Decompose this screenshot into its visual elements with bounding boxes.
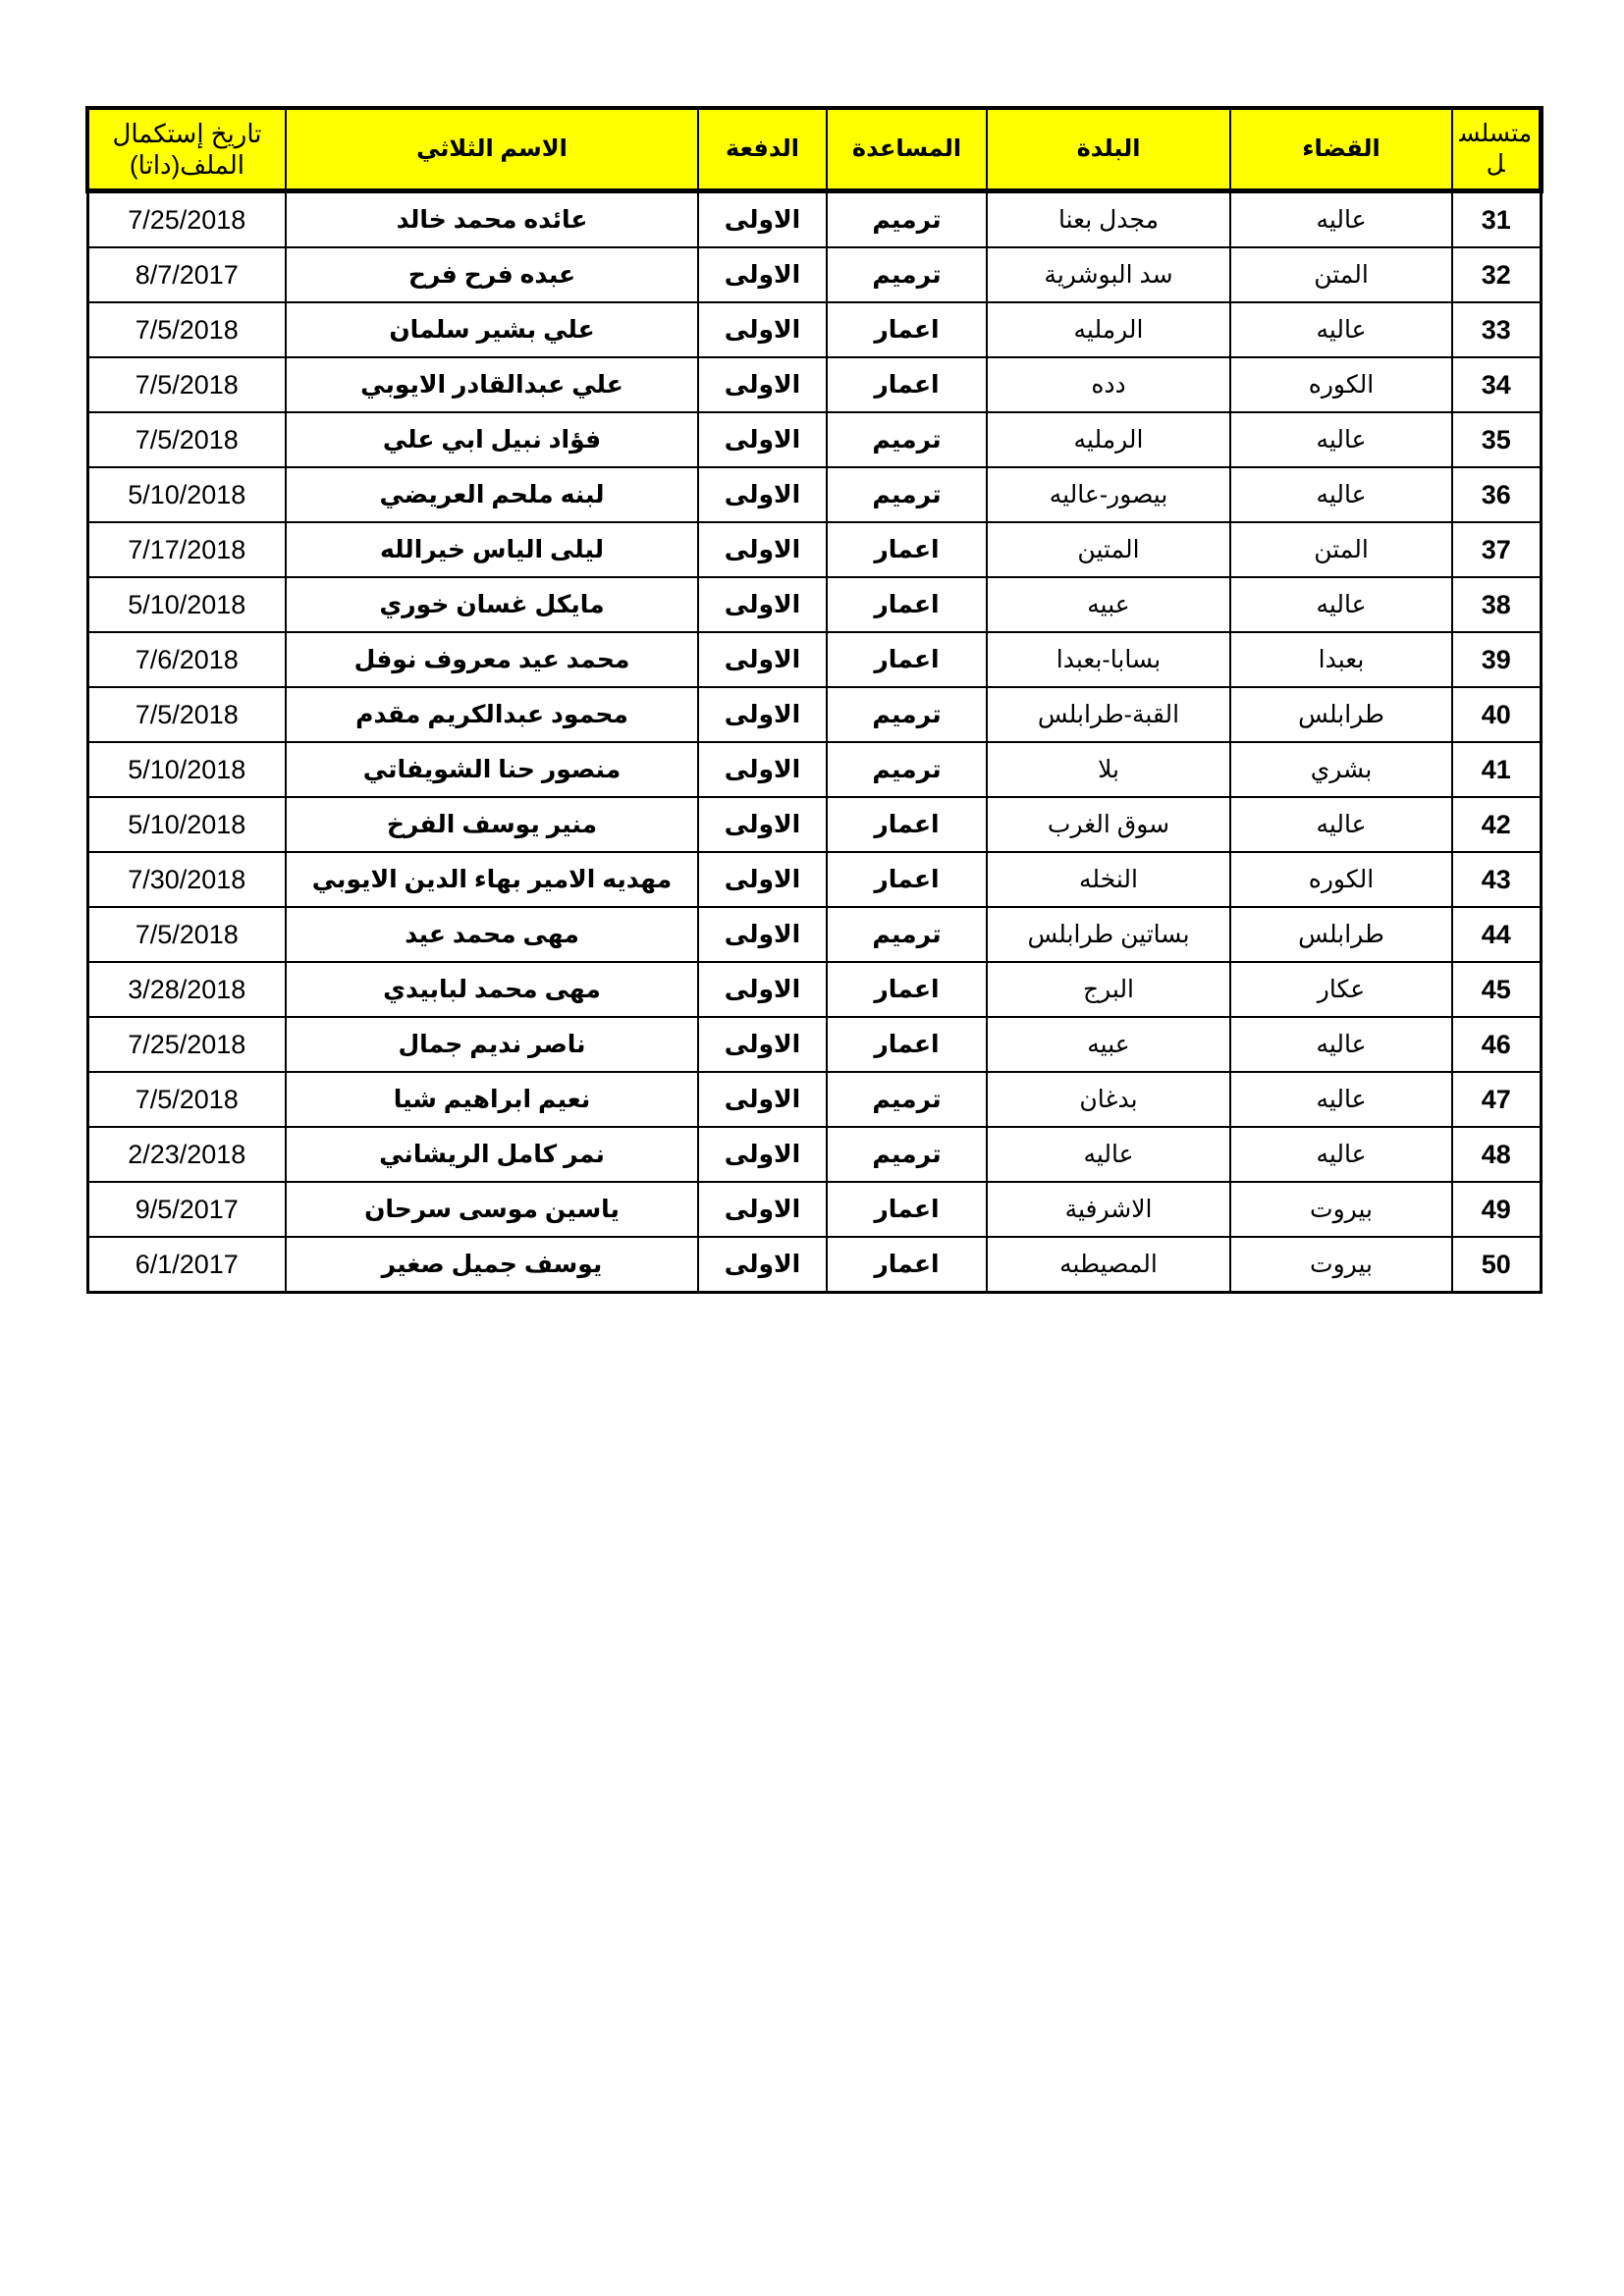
cell-town: سوق الغرب <box>987 797 1230 852</box>
cell-completion-date: 9/5/2017 <box>87 1182 286 1237</box>
cell-district: عاليه <box>1230 191 1452 248</box>
cell-serial: 38 <box>1452 577 1541 632</box>
header-district: القضاء <box>1230 108 1452 191</box>
cell-full-name: منير يوسف الفرخ <box>286 797 698 852</box>
cell-full-name: لبنه ملحم العريضي <box>286 467 698 522</box>
cell-batch: الاولى <box>698 1237 827 1293</box>
cell-town: عاليه <box>987 1127 1230 1182</box>
cell-full-name: مهى محمد عيد <box>286 907 698 962</box>
cell-serial: 41 <box>1452 742 1541 797</box>
cell-completion-date: 7/5/2018 <box>87 907 286 962</box>
header-row <box>87 108 1541 191</box>
table-row <box>87 577 1541 632</box>
cell-serial: 45 <box>1452 962 1541 1017</box>
cell-batch: الاولى <box>698 852 827 907</box>
cell-full-name: منصور حنا الشويفاتي <box>286 742 698 797</box>
cell-aid: اعمار <box>827 632 987 687</box>
cell-batch: الاولى <box>698 247 827 302</box>
cell-full-name: فؤاد نبيل ابي علي <box>286 412 698 467</box>
cell-aid: ترميم <box>827 742 987 797</box>
cell-completion-date: 7/6/2018 <box>87 632 286 687</box>
cell-district: الكوره <box>1230 852 1452 907</box>
cell-serial: 34 <box>1452 357 1541 412</box>
cell-serial: 32 <box>1452 247 1541 302</box>
cell-town: عبيه <box>987 577 1230 632</box>
cell-district: عاليه <box>1230 1072 1452 1127</box>
cell-district: بشري <box>1230 742 1452 797</box>
cell-town: سد البوشرية <box>987 247 1230 302</box>
cell-batch: الاولى <box>698 1127 827 1182</box>
cell-aid: اعمار <box>827 357 987 412</box>
table-row <box>87 1237 1541 1293</box>
cell-town: الرمليه <box>987 302 1230 357</box>
cell-full-name: نمر كامل الريشاني <box>286 1127 698 1182</box>
cell-batch: الاولى <box>698 632 827 687</box>
cell-batch: الاولى <box>698 687 827 742</box>
cell-completion-date: 7/5/2018 <box>87 302 286 357</box>
table-row <box>87 907 1541 962</box>
cell-completion-date: 2/23/2018 <box>87 1127 286 1182</box>
cell-aid: اعمار <box>827 852 987 907</box>
cell-batch: الاولى <box>698 522 827 577</box>
cell-aid: اعمار <box>827 962 987 1017</box>
cell-full-name: محمد عيد معروف نوفل <box>286 632 698 687</box>
cell-batch: الاولى <box>698 1017 827 1072</box>
cell-full-name: ليلى الياس خيرالله <box>286 522 698 577</box>
cell-completion-date: 5/10/2018 <box>87 797 286 852</box>
table-row <box>87 522 1541 577</box>
cell-completion-date: 7/25/2018 <box>87 1017 286 1072</box>
cell-town: الاشرفية <box>987 1182 1230 1237</box>
cell-full-name: علي عبدالقادر الايوبي <box>286 357 698 412</box>
header-aid: المساعدة <box>827 108 987 191</box>
cell-full-name: علي بشير سلمان <box>286 302 698 357</box>
cell-district: بيروت <box>1230 1237 1452 1293</box>
cell-aid: ترميم <box>827 907 987 962</box>
cell-district: عاليه <box>1230 467 1452 522</box>
cell-aid: اعمار <box>827 797 987 852</box>
cell-serial: 39 <box>1452 632 1541 687</box>
cell-district: عاليه <box>1230 412 1452 467</box>
table-row <box>87 1017 1541 1072</box>
cell-district: عاليه <box>1230 797 1452 852</box>
table-row <box>87 357 1541 412</box>
cell-aid: اعمار <box>827 1182 987 1237</box>
cell-town: بسابا-بعبدا <box>987 632 1230 687</box>
cell-serial: 40 <box>1452 687 1541 742</box>
cell-completion-date: 7/5/2018 <box>87 412 286 467</box>
cell-serial: 36 <box>1452 467 1541 522</box>
header-serial: متسلسل <box>1452 108 1541 191</box>
cell-serial: 31 <box>1452 191 1541 248</box>
cell-batch: الاولى <box>698 797 827 852</box>
cell-completion-date: 7/17/2018 <box>87 522 286 577</box>
cell-serial: 49 <box>1452 1182 1541 1237</box>
cell-full-name: محمود عبدالكريم مقدم <box>286 687 698 742</box>
cell-town: المتين <box>987 522 1230 577</box>
cell-batch: الاولى <box>698 742 827 797</box>
cell-aid: ترميم <box>827 1127 987 1182</box>
table-row <box>87 412 1541 467</box>
cell-district: المتن <box>1230 522 1452 577</box>
header-full-name: الاسم الثلاثي <box>286 108 698 191</box>
cell-full-name: عائده محمد خالد <box>286 191 698 248</box>
header-town: البلدة <box>987 108 1230 191</box>
cell-serial: 46 <box>1452 1017 1541 1072</box>
cell-town: القبة-طرابلس <box>987 687 1230 742</box>
cell-district: المتن <box>1230 247 1452 302</box>
cell-district: عاليه <box>1230 1017 1452 1072</box>
cell-completion-date: 3/28/2018 <box>87 962 286 1017</box>
cell-full-name: نعيم ابراهيم شيا <box>286 1072 698 1127</box>
cell-aid: اعمار <box>827 522 987 577</box>
cell-district: بعبدا <box>1230 632 1452 687</box>
cell-aid: ترميم <box>827 412 987 467</box>
cell-batch: الاولى <box>698 962 827 1017</box>
cell-serial: 33 <box>1452 302 1541 357</box>
cell-aid: اعمار <box>827 1237 987 1293</box>
cell-district: عكار <box>1230 962 1452 1017</box>
beneficiaries-table <box>85 106 1543 1294</box>
cell-completion-date: 7/5/2018 <box>87 687 286 742</box>
cell-completion-date: 7/25/2018 <box>87 191 286 248</box>
cell-batch: الاولى <box>698 412 827 467</box>
cell-serial: 37 <box>1452 522 1541 577</box>
cell-batch: الاولى <box>698 1182 827 1237</box>
table-row <box>87 302 1541 357</box>
cell-serial: 42 <box>1452 797 1541 852</box>
cell-full-name: يوسف جميل صغير <box>286 1237 698 1293</box>
header-completion-date: تاريخ إستكمال الملف(داتا) <box>87 108 286 191</box>
cell-aid: ترميم <box>827 467 987 522</box>
cell-batch: الاولى <box>698 467 827 522</box>
cell-full-name: عبده فرح فرح <box>286 247 698 302</box>
table-row <box>87 852 1541 907</box>
table-row <box>87 1127 1541 1182</box>
cell-completion-date: 7/30/2018 <box>87 852 286 907</box>
cell-batch: الاولى <box>698 357 827 412</box>
cell-district: عاليه <box>1230 577 1452 632</box>
cell-town: البرج <box>987 962 1230 1017</box>
cell-district: الكوره <box>1230 357 1452 412</box>
table-row <box>87 687 1541 742</box>
cell-serial: 50 <box>1452 1237 1541 1293</box>
table-row <box>87 797 1541 852</box>
cell-aid: اعمار <box>827 302 987 357</box>
cell-full-name: ياسين موسى سرحان <box>286 1182 698 1237</box>
header-batch: الدفعة <box>698 108 827 191</box>
cell-serial: 44 <box>1452 907 1541 962</box>
cell-full-name: مهى محمد لبابيدي <box>286 962 698 1017</box>
cell-district: بيروت <box>1230 1182 1452 1237</box>
cell-town: بلا <box>987 742 1230 797</box>
table-row <box>87 191 1541 248</box>
table-row <box>87 962 1541 1017</box>
cell-aid: ترميم <box>827 687 987 742</box>
cell-district: طرابلس <box>1230 687 1452 742</box>
cell-batch: الاولى <box>698 302 827 357</box>
table-row <box>87 1182 1541 1237</box>
cell-town: بدغان <box>987 1072 1230 1127</box>
cell-batch: الاولى <box>698 191 827 248</box>
cell-serial: 43 <box>1452 852 1541 907</box>
document-page <box>85 106 1539 1294</box>
cell-town: دده <box>987 357 1230 412</box>
table-header <box>87 108 1541 191</box>
cell-serial: 48 <box>1452 1127 1541 1182</box>
table-row <box>87 1072 1541 1127</box>
cell-town: الرمليه <box>987 412 1230 467</box>
cell-aid: ترميم <box>827 1072 987 1127</box>
table-row <box>87 742 1541 797</box>
table-row <box>87 632 1541 687</box>
cell-district: عاليه <box>1230 1127 1452 1182</box>
cell-town: المصيطبه <box>987 1237 1230 1293</box>
cell-completion-date: 5/10/2018 <box>87 467 286 522</box>
cell-town: عبيه <box>987 1017 1230 1072</box>
table-body <box>87 191 1541 1293</box>
table-row <box>87 467 1541 522</box>
cell-serial: 47 <box>1452 1072 1541 1127</box>
cell-district: طرابلس <box>1230 907 1452 962</box>
cell-town: بساتين طرابلس <box>987 907 1230 962</box>
cell-completion-date: 5/10/2018 <box>87 577 286 632</box>
cell-completion-date: 8/7/2017 <box>87 247 286 302</box>
cell-completion-date: 5/10/2018 <box>87 742 286 797</box>
cell-town: مجدل بعنا <box>987 191 1230 248</box>
cell-aid: ترميم <box>827 247 987 302</box>
cell-district: عاليه <box>1230 302 1452 357</box>
cell-full-name: مهديه الامير بهاء الدين الايوبي <box>286 852 698 907</box>
cell-town: بيصور-عاليه <box>987 467 1230 522</box>
cell-serial: 35 <box>1452 412 1541 467</box>
cell-town: النخله <box>987 852 1230 907</box>
cell-completion-date: 7/5/2018 <box>87 1072 286 1127</box>
cell-batch: الاولى <box>698 907 827 962</box>
cell-completion-date: 7/5/2018 <box>87 357 286 412</box>
cell-completion-date: 6/1/2017 <box>87 1237 286 1293</box>
cell-batch: الاولى <box>698 577 827 632</box>
cell-aid: اعمار <box>827 1017 987 1072</box>
cell-aid: ترميم <box>827 191 987 248</box>
cell-aid: اعمار <box>827 577 987 632</box>
cell-full-name: ناصر نديم جمال <box>286 1017 698 1072</box>
cell-batch: الاولى <box>698 1072 827 1127</box>
cell-full-name: مايكل غسان خوري <box>286 577 698 632</box>
table-row <box>87 247 1541 302</box>
